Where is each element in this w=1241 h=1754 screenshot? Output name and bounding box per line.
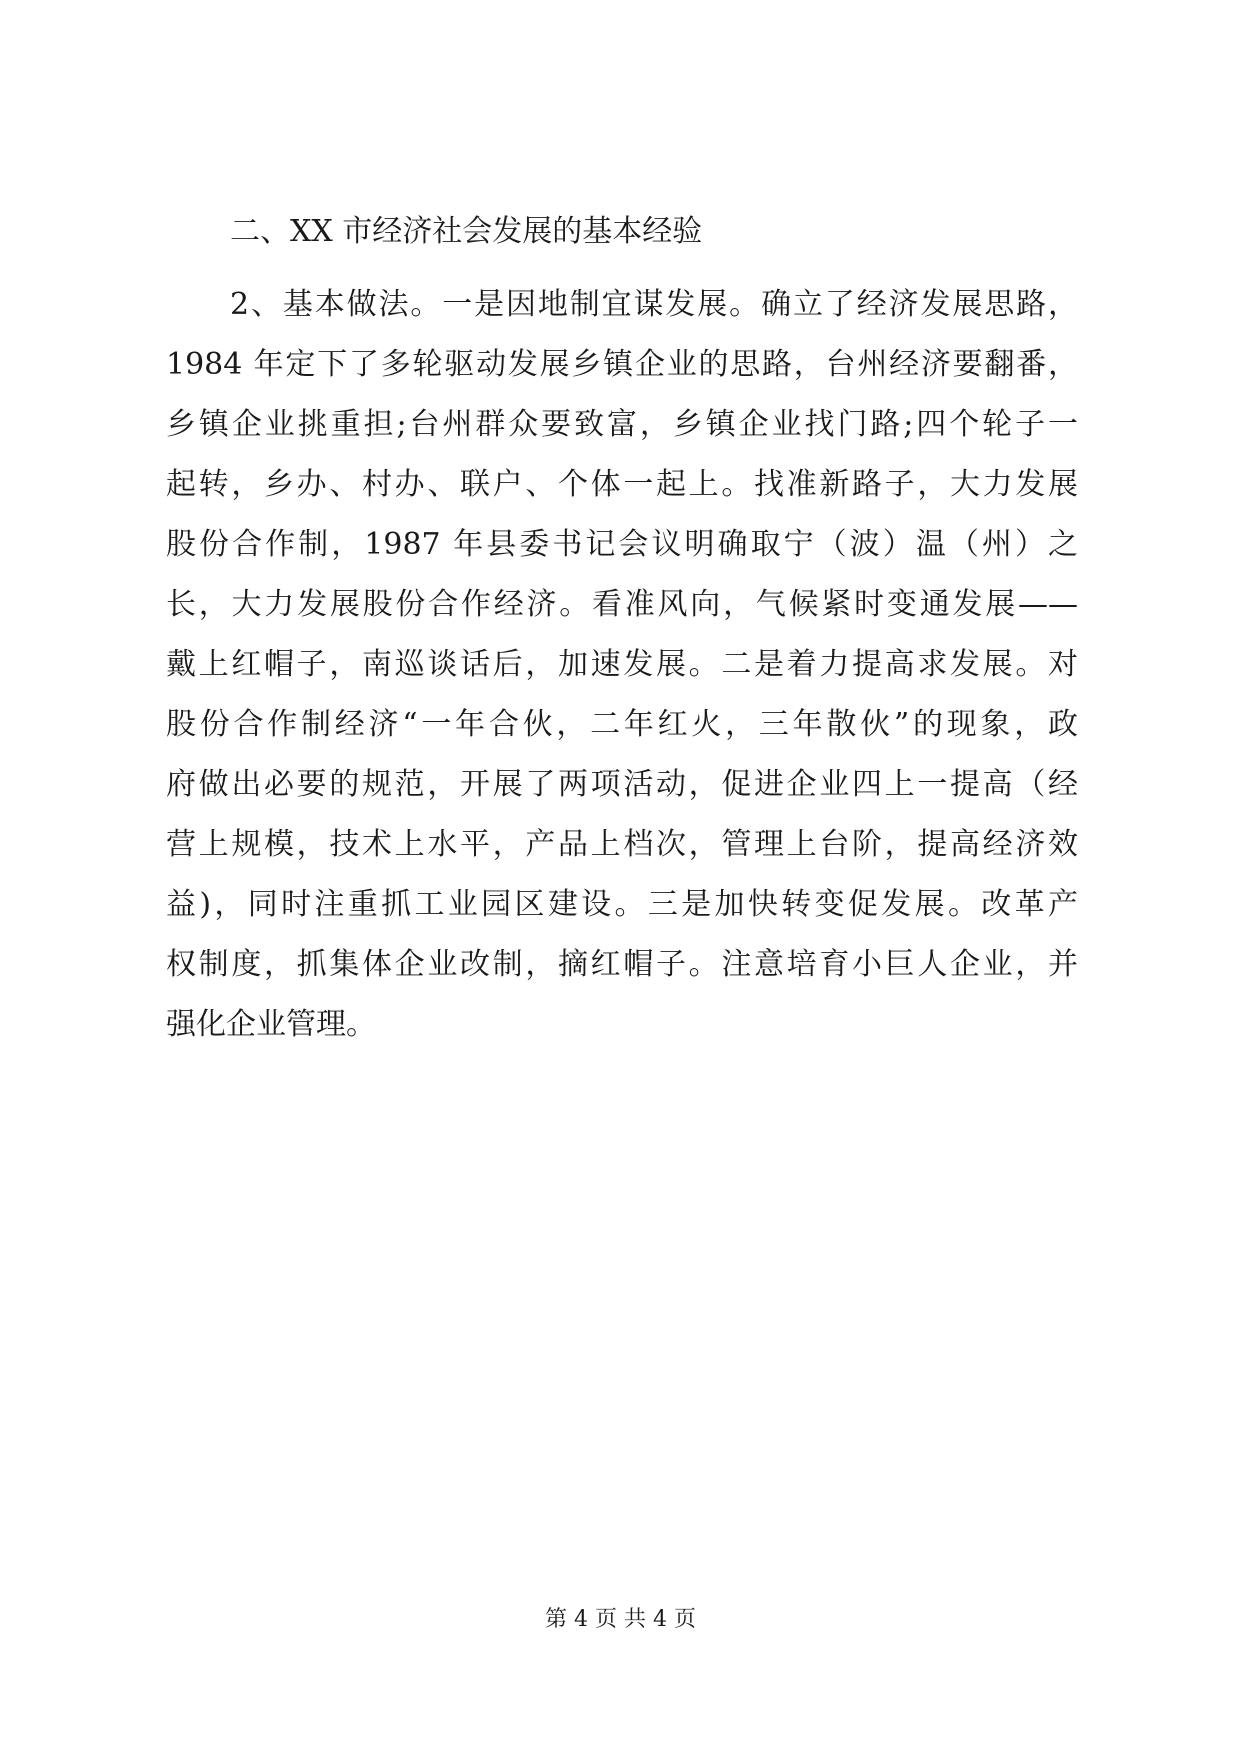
paragraph-line: 府做出必要的规范，开展了两项活动，促进企业四上一提高（经 <box>166 767 1078 802</box>
paragraph-line: 1984 年定下了多轮驱动发展乡镇企业的思路，台州经济要翻番， <box>166 347 1078 382</box>
paragraph-line: 益)，同时注重抓工业园区建设。三是加快转变促发展。改革产 <box>166 887 1078 922</box>
paragraph-line: 股份合作制经济“一年合伙，二年红火，三年散伙”的现象，政 <box>166 707 1078 742</box>
page-number: 第 4 页 共 4 页 <box>545 1607 696 1632</box>
paragraph-line: 起转，乡办、村办、联户、个体一起上。找准新路子，大力发展 <box>166 467 1078 502</box>
paragraph-line: 长，大力发展股份合作经济。看准风向，气候紧时变通发展—— <box>166 587 1078 622</box>
paragraph-line: 戴上红帽子，南巡谈话后，加速发展。二是着力提高求发展。对 <box>166 647 1078 682</box>
section-heading: 二、XX 市经济社会发展的基本经验 <box>230 214 703 249</box>
paragraph-line: 乡镇企业挑重担;台州群众要致富，乡镇企业找门路;四个轮子一 <box>166 407 1078 442</box>
paragraph-line: 权制度，抓集体企业改制，摘红帽子。注意培育小巨人企业，并 <box>166 947 1078 982</box>
paragraph-line: 2、基本做法。一是因地制宜谋发展。确立了经济发展思路， <box>230 287 1078 322</box>
page-footer <box>0 1606 1241 1634</box>
paragraph-line: 营上规模，技术上水平，产品上档次，管理上台阶，提高经济效 <box>166 827 1078 862</box>
paragraph-line: 股份合作制，1987 年县委书记会议明确取宁（波）温（州）之 <box>166 527 1078 562</box>
paragraph-line: 强化企业管理。 <box>166 1007 376 1042</box>
